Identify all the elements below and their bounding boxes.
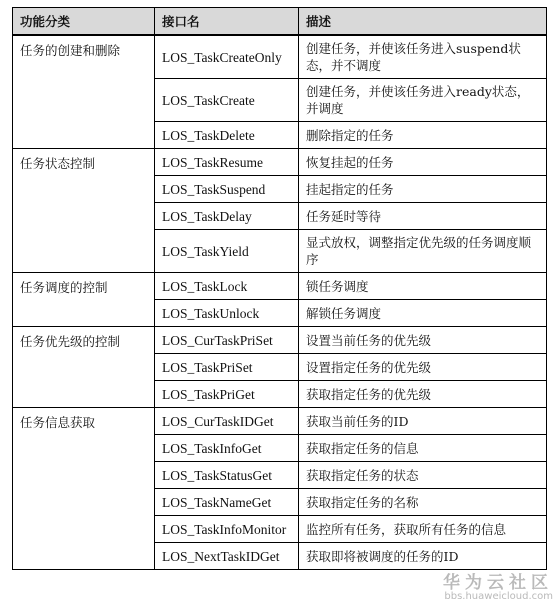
- api-name-cell: LOS_TaskResume: [155, 149, 299, 176]
- api-name-cell: LOS_CurTaskIDGet: [155, 408, 299, 435]
- description-cell: 恢复挂起的任务: [299, 149, 547, 176]
- api-name-cell: LOS_TaskCreate: [155, 79, 299, 122]
- api-name-cell: LOS_NextTaskIDGet: [155, 543, 299, 570]
- description-cell: 任务延时等待: [299, 203, 547, 230]
- table-row: [13, 35, 547, 79]
- api-name-cell: LOS_CurTaskPriSet: [155, 327, 299, 354]
- table-row: [13, 273, 547, 300]
- table-row: [13, 149, 547, 176]
- category-cell: 任务的创建和删除: [13, 35, 155, 149]
- category-cell: 任务优先级的控制: [13, 327, 155, 408]
- header-api-name: 接口名: [155, 8, 299, 36]
- api-name-cell: LOS_TaskCreateOnly: [155, 35, 299, 79]
- header-category: 功能分类: [13, 8, 155, 36]
- api-name-cell: LOS_TaskInfoGet: [155, 435, 299, 462]
- api-name-cell: LOS_TaskNameGet: [155, 489, 299, 516]
- api-name-cell: LOS_TaskInfoMonitor: [155, 516, 299, 543]
- description-cell: 监控所有任务，获取所有任务的信息: [299, 516, 547, 543]
- api-name-cell: LOS_TaskStatusGet: [155, 462, 299, 489]
- description-cell: 解锁任务调度: [299, 300, 547, 327]
- api-name-cell: LOS_TaskDelay: [155, 203, 299, 230]
- table-row: [13, 408, 547, 435]
- watermark-text: 华为云社区: [443, 573, 553, 593]
- watermark: [443, 568, 553, 602]
- description-cell: 获取指定任务的信息: [299, 435, 547, 462]
- api-table-container: [12, 7, 546, 570]
- category-cell: 任务调度的控制: [13, 273, 155, 327]
- description-cell: 获取当前任务的ID: [299, 408, 547, 435]
- description-cell: 获取指定任务的优先级: [299, 381, 547, 408]
- category-cell: 任务信息获取: [13, 408, 155, 570]
- api-name-cell: LOS_TaskPriSet: [155, 354, 299, 381]
- header-description: 描述: [299, 8, 547, 36]
- description-cell: 删除指定的任务: [299, 122, 547, 149]
- description-cell: 设置当前任务的优先级: [299, 327, 547, 354]
- description-cell: 获取指定任务的名称: [299, 489, 547, 516]
- description-cell: 设置指定任务的优先级: [299, 354, 547, 381]
- description-cell: 创建任务，并使该任务进入suspend状态，并不调度: [299, 35, 547, 79]
- category-cell: 任务状态控制: [13, 149, 155, 273]
- table-body: [13, 35, 547, 570]
- api-name-cell: LOS_TaskLock: [155, 273, 299, 300]
- description-cell: 创建任务，并使该任务进入ready状态，并调度: [299, 79, 547, 122]
- watermark-url: bbs.huaweicloud.com: [444, 591, 553, 602]
- api-name-cell: LOS_TaskPriGet: [155, 381, 299, 408]
- api-name-cell: LOS_TaskYield: [155, 230, 299, 273]
- api-name-cell: LOS_TaskUnlock: [155, 300, 299, 327]
- description-cell: 挂起指定的任务: [299, 176, 547, 203]
- description-cell: 获取指定任务的状态: [299, 462, 547, 489]
- api-name-cell: LOS_TaskDelete: [155, 122, 299, 149]
- api-name-cell: LOS_TaskSuspend: [155, 176, 299, 203]
- task-api-table: [12, 7, 547, 570]
- description-cell: 锁任务调度: [299, 273, 547, 300]
- table-row: [13, 327, 547, 354]
- description-cell: 获取即将被调度的任务的ID: [299, 543, 547, 570]
- table-header-row: [13, 8, 547, 36]
- description-cell: 显式放权，调整指定优先级的任务调度顺序: [299, 230, 547, 273]
